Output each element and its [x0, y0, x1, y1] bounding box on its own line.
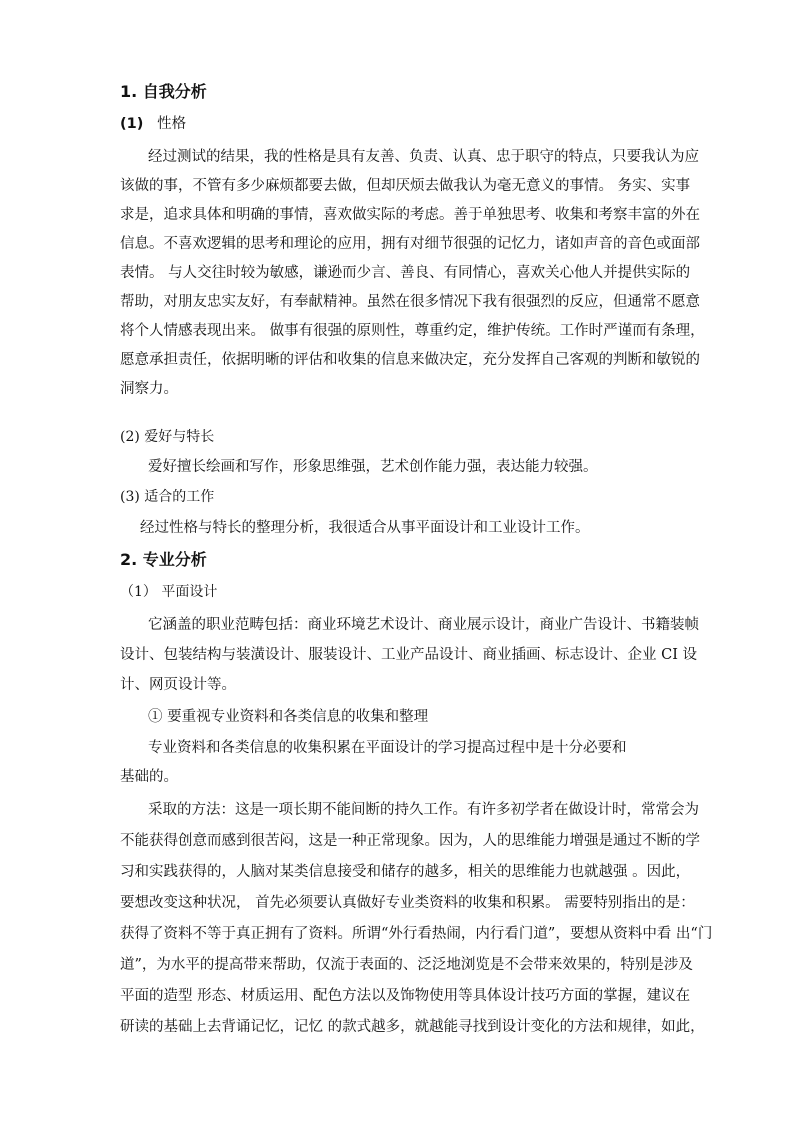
paragraph-line: 帮助，对朋友忠实友好，有奉献精神。虽然在很多情况下我有很强烈的反应，但通常不愿意: [120, 294, 700, 310]
section-2-heading: 2. 专业分析: [120, 550, 207, 569]
paragraph-line: 信息。不喜欢逻辑的思考和理论的应用，拥有对细节很强的记忆力，诸如声音的音色或面部: [120, 236, 700, 252]
paragraph-line: 平面的造型 形态、材质运用、配色方法以及饰物使用等具体设计技巧方面的掌握，建议在: [120, 988, 691, 1004]
paragraph-line: 道”，为水平的提高带来帮助，仅流于表面的、泛泛地浏览是不会带来效果的，特别是涉及: [120, 957, 693, 973]
paragraph-line: 将个人情感表现出来。 做事有很强的原则性，尊重约定，维护传统。工作时严谨而有条理，: [120, 323, 705, 339]
paragraph-line: 该做的事，不管有多少麻烦都要去做，但却厌烦去做我认为毫无意义的事情。 务实、实事: [120, 178, 691, 194]
paragraph-line: 经过性格与特长的整理分析，我很适合从事平面设计和工业设计工作。: [140, 520, 590, 536]
paragraph-line: 它涵盖的职业范畴包括：商业环境艺术设计、商业展示设计，商业广告设计、书籍装帧: [148, 617, 699, 633]
subsection-2-1-heading: （1） 平面设计: [120, 584, 218, 600]
subsection-number: (1): [120, 116, 144, 132]
paragraph-line: 经过测试的结果，我的性格是具有友善、负责、认真、忠于职守的特点，只要我认为应: [148, 149, 699, 165]
paragraph-line: 基础的。: [120, 769, 178, 785]
paragraph-line: 愿意承担责任，依据明晰的评估和收集的信息来做决定，充分发挥自己客观的判断和敏锐的: [120, 352, 700, 368]
paragraph-line: 不能获得创意而感到很苦闷，这是一种正常现象。因为，人的思维能力增强是通过不断的学: [120, 833, 700, 849]
subsection-title: 性格: [157, 116, 187, 132]
paragraph-line: 采取的方法：这是一项长期不能间断的持久工作。有许多初学者在做设计时，常常会为: [148, 802, 699, 818]
subsection-1-3-heading: (3) 适合的工作: [120, 489, 215, 505]
numbered-point-1: ① 要重视专业资料和各类信息的收集和整理: [148, 709, 429, 725]
subsection-1-2-heading: (2) 爱好与特长: [120, 429, 215, 445]
paragraph-line: 爱好擅长绘画和写作，形象思维强，艺术创作能力强，表达能力较强。: [148, 459, 598, 475]
paragraph-line: 习和实践获得的，人脑对某类信息接受和储存的越多，相关的思维能力也就越强 。因此，: [120, 864, 691, 880]
paragraph-line: 求是，追求具体和明确的事情，喜欢做实际的考虑。善于单独思考、收集和考察丰富的外在: [120, 207, 700, 223]
section-1-heading: 1. 自我分析: [120, 82, 207, 101]
paragraph-line: 表情。 与人交往时较为敏感，谦逊而少言、善良、有同情心，喜欢关心他人并提供实际的: [120, 265, 691, 281]
paragraph-line: 获得了资料不等于真正拥有了资料。所谓“外行看热闹，内行看门道”，要想从资料中看 出“门: [120, 926, 713, 942]
subsection-1-1-heading: [120, 114, 186, 134]
paragraph-line: 设计、包装结构与装潢设计、服装设计、工业产品设计、商业插画、标志设计、企业 CI 设: [120, 647, 698, 663]
paragraph-line: 计、网页设计等。: [120, 677, 236, 693]
paragraph-line: 洞察力。: [120, 381, 178, 397]
paragraph-line: 专业资料和各类信息的收集积累在平面设计的学习提高过程中是十分必要和: [148, 740, 627, 756]
paragraph-line: 研读的基础上去背诵记忆，记忆 的款式越多，就越能寻找到设计变化的方法和规律，如此，: [120, 1019, 705, 1035]
paragraph-line: 要想改变这种状况， 首先必须要认真做好专业类资料的收集和积累。 需要特别指出的是：: [120, 895, 695, 911]
